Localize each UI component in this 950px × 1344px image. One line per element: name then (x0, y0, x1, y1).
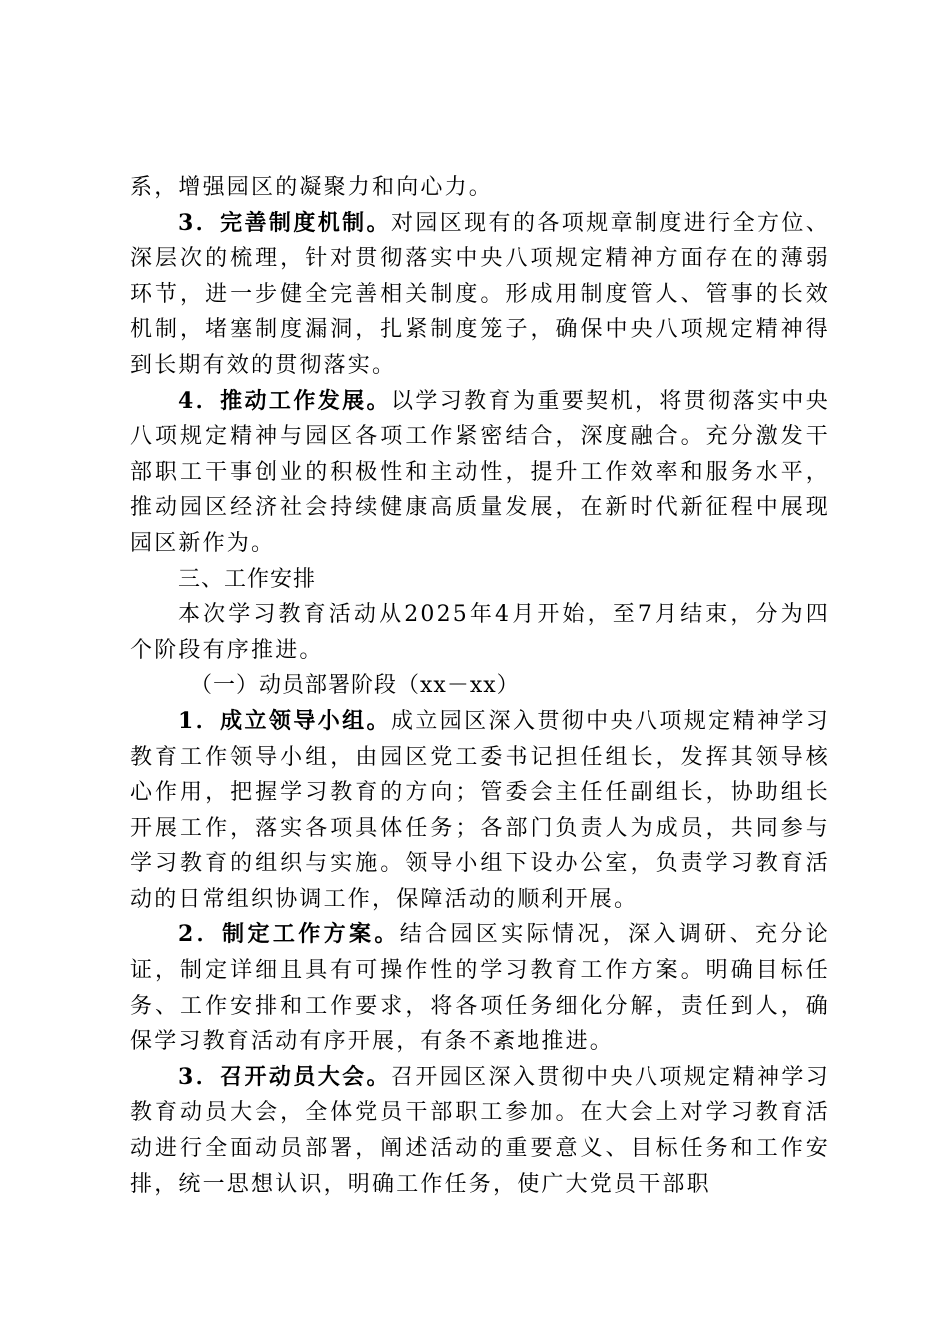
paragraph-text: 本次学习教育活动从2025年4月开始，至7月结束，分为四个阶段有序推进。 (130, 602, 830, 663)
paragraph-lead: 2．制定工作方案。 (178, 921, 400, 948)
paragraph-text: 召开园区深入贯彻中央八项规定精神学习教育动员大会，全体党员干部职工参加。在大会上对学习教育活动进行全面动员部署，阐述活动的重要意义、目标任务和工作安排，统一思想认识，明确工作任务，使广大党员干部职 (130, 1064, 830, 1197)
paragraph-text: 系，增强园区的凝聚力和向心力。 (130, 175, 494, 200)
paragraph-promote-work (130, 384, 830, 562)
subsection-heading-mobilization (130, 668, 830, 704)
paragraph-text: 对园区现有的各项规章制度进行全方位、深层次的梳理，针对贯彻落实中央八项规定精神方面存在的薄弱环节，进一步健全完善相关制度。形成用制度管人、管事的长效机制，堵塞制度漏洞，扎紧制度笼子，确保中央八项规定精神得到长期有效的贯彻落实。 (130, 210, 830, 378)
paragraph-lead: 3．召开动员大会。 (178, 1063, 391, 1090)
paragraph-text: 成立园区深入贯彻中央八项规定精神学习教育工作领导小组，由园区党工委书记担任组长，发挥其领导核心作用，把握学习教育的方向；管委会主任任副组长，协助组长开展工作，落实各项具体任务；各部门负责人为成员，共同参与学习教育的组织与实施。领导小组下设办公室，负责学习教育活动的日常组织协调工作，保障活动的顺利开展。 (130, 708, 830, 912)
paragraph-lead: 4．推动工作发展。 (178, 387, 391, 414)
paragraph-improve-system (130, 206, 830, 384)
paragraph-text: 结合园区实际情况，深入调研、充分论证，制定详细且具有可操作性的学习教育工作方案。明确目标任务、工作安排和工作要求，将各项任务细化分解，责任到人，确保学习教育活动有序开展，有条不紊地推进。 (130, 922, 831, 1055)
paragraph-leading-group (130, 704, 830, 918)
document-body (130, 170, 830, 1202)
paragraph-text: 以学习教育为重要契机，将贯彻落实中央八项规定精神与园区各项工作紧密结合，深度融合。充分激发干部职工干事创业的积极性和主动性，提升工作效率和服务水平，推动园区经济社会持续健康高质量发展，在新时代新征程中展现园区新作为。 (130, 388, 830, 556)
section-heading-text: 三、工作安排 (178, 566, 317, 592)
paragraph-mobilization-meeting (130, 1060, 830, 1202)
paragraph-continuation (130, 170, 830, 206)
paragraph-lead: 1．成立领导小组。 (178, 707, 391, 734)
section-heading-work-arrangement (130, 562, 830, 598)
paragraph-lead: 3．完善制度机制。 (178, 209, 391, 236)
subsection-heading-text: （一）动员部署阶段（xx－xx） (190, 673, 520, 699)
paragraph-schedule (130, 597, 830, 668)
paragraph-work-plan (130, 917, 830, 1059)
